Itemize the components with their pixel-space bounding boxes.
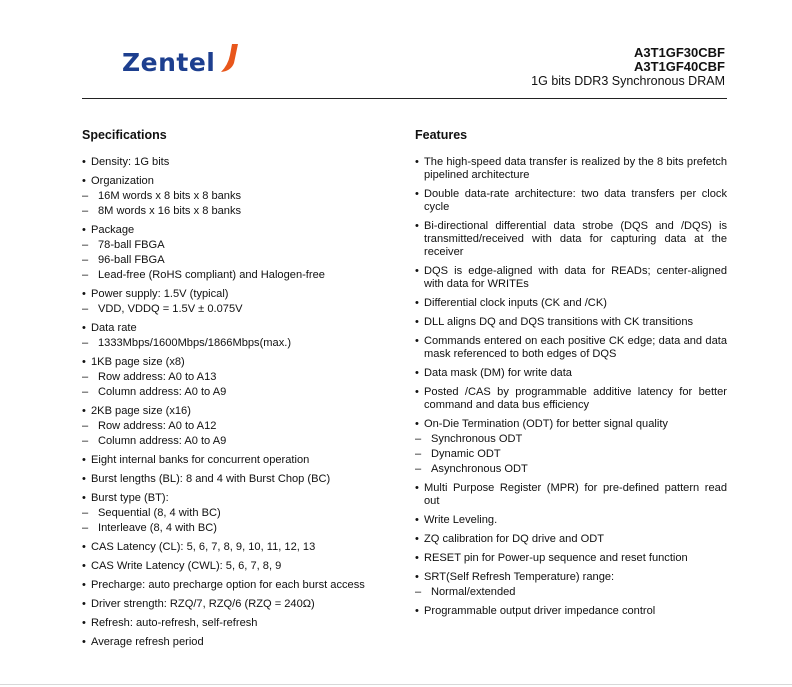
specifications-section	[82, 129, 402, 655]
sub-list-item: – Column address: A0 to A9	[82, 435, 402, 448]
document-subtitle: 1G bits DDR3 Synchronous DRAM	[531, 74, 725, 88]
list-item: • Data mask (DM) for write data	[415, 367, 727, 380]
list-item: • Precharge: auto precharge option for each burst access	[82, 579, 402, 592]
logo-swoosh-icon	[217, 43, 239, 73]
sub-list-item: – 78-ball FBGA	[82, 239, 402, 252]
features-list	[415, 156, 727, 618]
list-item: • Eight internal banks for concurrent operation	[82, 454, 402, 467]
list-item: • Average refresh period	[82, 636, 402, 649]
specifications-heading: Specifications	[82, 128, 167, 142]
list-item: • DQS is edge-aligned with data for READs; center-aligned with data for WRITEs	[415, 265, 727, 291]
list-item: • Organization	[82, 175, 402, 188]
sub-list-item: – Sequential (8, 4 with BC)	[82, 507, 402, 520]
list-item: • Multi Purpose Register (MPR) for pre-defined pattern read out	[415, 482, 727, 508]
features-heading: Features	[415, 128, 468, 142]
part-number: A3T1GF30CBF	[633, 45, 725, 60]
sub-list-item: – 1333Mbps/1600Mbps/1866Mbps(max.)	[82, 337, 402, 350]
list-item: • Refresh: auto-refresh, self-refresh	[82, 617, 402, 630]
sub-list-item: – Row address: A0 to A12	[82, 420, 402, 433]
list-item: • SRT(Self Refresh Temperature) range:	[415, 571, 727, 584]
list-item: • Bi-directional differential data strobe (DQS and /DQS) is transmitted/received with data for capturing data at the receiver	[415, 220, 727, 259]
list-item: • CAS Latency (CL): 5, 6, 7, 8, 9, 10, 11, 12, 13	[82, 541, 402, 554]
list-item: • Package	[82, 224, 402, 237]
list-item: • CAS Write Latency (CWL): 5, 6, 7, 8, 9	[82, 560, 402, 573]
list-item: • Data rate	[82, 322, 402, 335]
sub-list-item: – Row address: A0 to A13	[82, 371, 402, 384]
list-item: • RESET pin for Power-up sequence and reset function	[415, 552, 727, 565]
header-divider	[82, 98, 727, 99]
sub-list-item: – Column address: A0 to A9	[82, 386, 402, 399]
sub-list-item: – VDD, VDDQ = 1.5V ± 0.075V	[82, 303, 402, 316]
list-item: • Write Leveling.	[415, 514, 727, 527]
zentel-logo	[122, 44, 239, 80]
logo-text: Zentel	[122, 47, 216, 77]
list-item: • DLL aligns DQ and DQS transitions with CK transitions	[415, 316, 727, 329]
sub-list-item: – 16M words x 8 bits x 8 banks	[82, 190, 402, 203]
sub-list-item: – Lead-free (RoHS compliant) and Halogen-free	[82, 269, 402, 282]
list-item: • Power supply: 1.5V (typical)	[82, 288, 402, 301]
sub-list-item: – Asynchronous ODT	[415, 463, 727, 476]
list-item: • Programmable output driver impedance control	[415, 605, 727, 618]
list-item: • Burst lengths (BL): 8 and 4 with Burst Chop (BC)	[82, 473, 402, 486]
list-item: • Driver strength: RZQ/7, RZQ/6 (RZQ = 240Ω)	[82, 598, 402, 611]
list-item: • Density: 1G bits	[82, 156, 402, 169]
sub-list-item: – Interleave (8, 4 with BC)	[82, 522, 402, 535]
sub-list-item: – 96-ball FBGA	[82, 254, 402, 267]
list-item: • Differential clock inputs (CK and /CK)	[415, 297, 727, 310]
document-header	[531, 46, 725, 89]
part-number: A3T1GF40CBF	[633, 59, 725, 74]
specifications-list	[82, 156, 402, 649]
list-item: • The high-speed data transfer is realized by the 8 bits prefetch pipelined architecture	[415, 156, 727, 182]
sub-list-item: – Dynamic ODT	[415, 448, 727, 461]
list-item: • Burst type (BT):	[82, 492, 402, 505]
list-item: • 2KB page size (x16)	[82, 405, 402, 418]
list-item: • Commands entered on each positive CK edge; data and data mask referenced to both edges of DQS	[415, 335, 727, 361]
sub-list-item: – Normal/extended	[415, 586, 727, 599]
features-section	[415, 129, 727, 624]
sub-list-item: – Synchronous ODT	[415, 433, 727, 446]
list-item: • 1KB page size (x8)	[82, 356, 402, 369]
list-item: • Posted /CAS by programmable additive latency for better command and data bus efficiency	[415, 386, 727, 412]
sub-list-item: – 8M words x 16 bits x 8 banks	[82, 205, 402, 218]
page-bottom-edge	[0, 684, 792, 685]
list-item: • Double data-rate architecture: two data transfers per clock cycle	[415, 188, 727, 214]
list-item: • ZQ calibration for DQ drive and ODT	[415, 533, 727, 546]
list-item: • On-Die Termination (ODT) for better signal quality	[415, 418, 727, 431]
